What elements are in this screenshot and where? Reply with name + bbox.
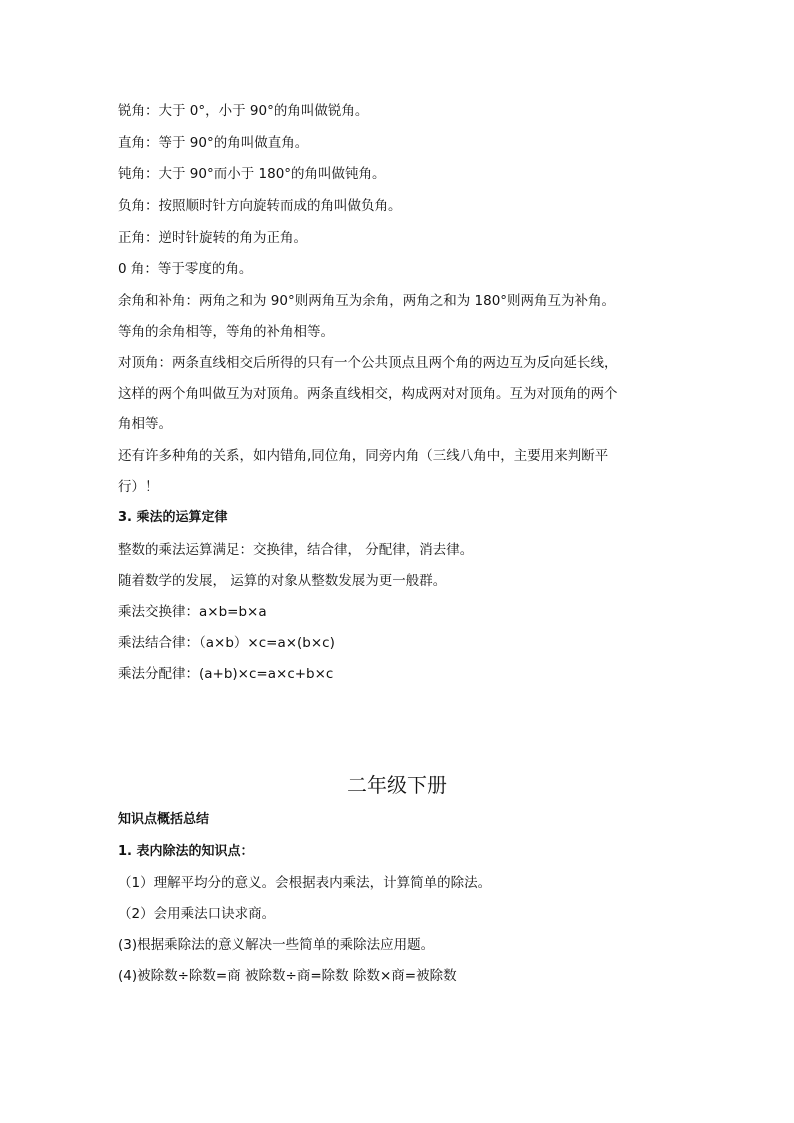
text-line-division-3: (3)根据乘除法的意义解决一些简单的乘除法应用题。 (118, 937, 435, 953)
text-line-math-development: 随着数学的发展， 运算的对象从整数发展为更一般群。 (118, 573, 447, 589)
text-line-commutative-law: 乘法交换律：a×b=b×a (118, 604, 267, 620)
text-line-vertical-angles-3: 角相等。 (118, 416, 172, 432)
text-line-vertical-angles-2: 这样的两个角叫做互为对顶角。两条直线相交，构成两对对顶角。互为对顶角的两个 (118, 386, 618, 402)
text-line-angle-relations-2: 行）！ (118, 479, 159, 495)
text-line-division-4: (4)被除数÷除数=商 被除数÷商=除数 除数×商=被除数 (118, 968, 457, 984)
section-heading-summary: 知识点概括总结 (118, 812, 210, 827)
text-line-negative-angle: 负角：按照顺时针方向旋转而成的角叫做负角。 (118, 198, 402, 214)
section-heading-multiplication-laws: 3. 乘法的运算定律 (118, 510, 228, 525)
text-line-associative-law: 乘法结合律：（a×b）×c=a×(b×c) (118, 635, 335, 651)
text-line-division-1: （1）理解平均分的意义。会根据表内乘法，计算简单的除法。 (118, 875, 492, 891)
text-line-equal-angles: 等角的余角相等，等角的补角相等。 (118, 324, 334, 340)
text-line-angle-relations-1: 还有许多种角的关系，如内错角,同位角，同旁内角（三线八角中，主要用来判断平 (118, 448, 609, 464)
text-line-distributive-law: 乘法分配律：(a+b)×c=a×c+b×c (118, 666, 334, 682)
text-line-obtuse-angle: 钝角：大于 90°而小于 180°的角叫做钝角。 (118, 166, 386, 182)
text-line-zero-angle: 0 角：等于零度的角。 (118, 261, 253, 277)
text-line-division-2: （2）会用乘法口诀求商。 (118, 906, 276, 922)
text-line-right-angle: 直角：等于 90°的角叫做直角。 (118, 135, 309, 151)
section-subheading-division: 1. 表内除法的知识点： (118, 844, 254, 859)
page-title: 二年级下册 (347, 773, 447, 797)
text-line-positive-angle: 正角：逆时针旋转的角为正角。 (118, 230, 307, 246)
text-line-acute-angle: 锐角：大于 0°，小于 90°的角叫做锐角。 (118, 103, 369, 119)
text-line-multiplication-properties: 整数的乘法运算满足：交换律，结合律， 分配律，消去律。 (118, 542, 474, 558)
text-line-complementary-supplementary: 余角和补角：两角之和为 90°则两角互为余角，两角之和为 180°则两角互为补角。 (118, 293, 616, 309)
text-line-vertical-angles-1: 对顶角：两条直线相交后所得的只有一个公共顶点且两个角的两边互为反向延长线， (118, 355, 618, 371)
